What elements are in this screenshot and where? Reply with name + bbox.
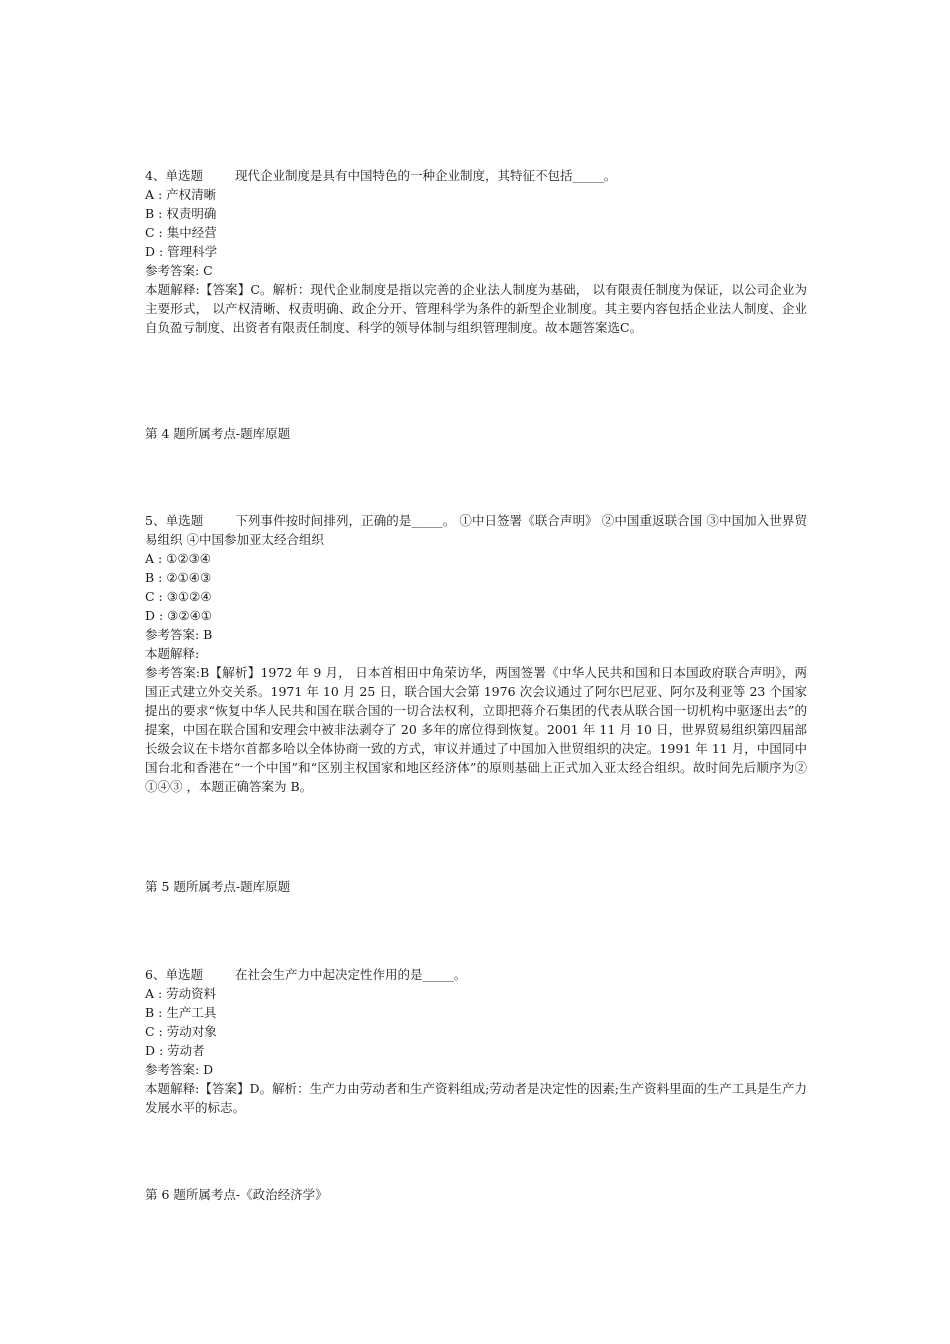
option-d: D : 劳动者 <box>145 1043 205 1058</box>
question-number: 5、 <box>145 513 166 528</box>
topic-tag: 第 6 题所属考点-《政治经济学》 <box>145 1187 328 1202</box>
question-6 <box>145 965 807 1117</box>
explanation: 本题解释:【答案】D。解析：生产力由劳动者和生产资料组成;劳动者是决定性的因素;生产资料里面的生产工具是生产力发展水平的标志。 <box>145 1081 807 1115</box>
option-c: C : 劳动对象 <box>145 1024 217 1039</box>
question-text: 在社会生产力中起决定性作用的是_____。 <box>234 967 467 982</box>
option-b: B : ②①④③ <box>145 570 212 585</box>
question-type: 单选题 <box>165 168 203 183</box>
question-stem <box>145 511 807 549</box>
question-stem <box>145 965 807 984</box>
option-d: D : 管理科学 <box>145 244 218 259</box>
answer: 参考答案: D <box>145 1062 214 1077</box>
question-type: 单选题 <box>165 967 203 982</box>
option-d: D : ③②④① <box>145 608 213 623</box>
answer: 参考答案: C <box>145 263 213 278</box>
topic-tag: 第 5 题所属考点-题库原题 <box>145 879 291 894</box>
question-text: 下列事件按时间排列，正确的是_____。 ①中日签署《联合声明》 ②中国重返联合国 ③中国加入世界贸易组织 ④中国参加亚太经合组织 <box>145 513 807 547</box>
question-number: 4、 <box>145 168 166 183</box>
explanation: 参考答案:B【解析】1972 年 9 月， 日本首相田中角荣访华，两国签署《中华人民共和国和日本国政府联合声明》，两国正式建立外交关系。1971 年 10 月 25 日，联合国大会第 1976 次会议通过了阿尔巴尼亚、阿尔及利亚等 23 个国家提出的要求“恢复中华人民共和国在联合国的一切合法权利，立即把蒋介石集团的代表从联合国一切机构中驱逐出去”的提案，中国在联合国和安理会中被非法剥夺了 20 多年的席位得到恢复。2001 年 11 月 10 日，世界贸易组织第四届部长级会议在卡塔尔首都多哈以全体协商一致的方式，审议并通过了中国加入世贸组织的决定。1991 年 11 月，中国同中国台北和香港在“一个中国”和“区别主权国家和地区经济体”的原则基础上正式加入亚太经合组织。故时间先后顺序为②①④③ ，本题正确答案为 B。 <box>145 665 807 794</box>
explanation: 本题解释:【答案】C。解析：现代企业制度是指以完善的企业法人制度为基础， 以有限责任制度为保证，以公司企业为主要形式， 以产权清晰、权责明确、政企分开、管理科学为条件的新型企业制度。其主要内容包括企业法人制度、企业自负盈亏制度、出资者有限责任制度、科学的领导体制与组织管理制度。故本题答案选C。 <box>145 282 807 335</box>
answer: 参考答案: B <box>145 627 213 642</box>
question-text: 现代企业制度是具有中国特色的一种企业制度，其特征不包括_____。 <box>234 168 617 183</box>
option-b: B : 权责明确 <box>145 206 217 221</box>
option-a: A : 劳动资料 <box>145 986 217 1001</box>
topic-tag: 第 4 题所属考点-题库原题 <box>145 426 291 441</box>
question-type: 单选题 <box>165 513 204 528</box>
question-5 <box>145 511 807 796</box>
option-a: A : 产权清晰 <box>145 187 217 202</box>
option-c: C : 集中经营 <box>145 225 217 240</box>
option-b: B : 生产工具 <box>145 1005 217 1020</box>
question-number: 6、 <box>145 967 166 982</box>
option-a: A : ①②③④ <box>145 551 212 566</box>
question-4 <box>145 166 807 337</box>
question-stem <box>145 166 807 185</box>
option-c: C : ③①②④ <box>145 589 212 604</box>
explanation-label: 本题解释: <box>145 646 200 661</box>
